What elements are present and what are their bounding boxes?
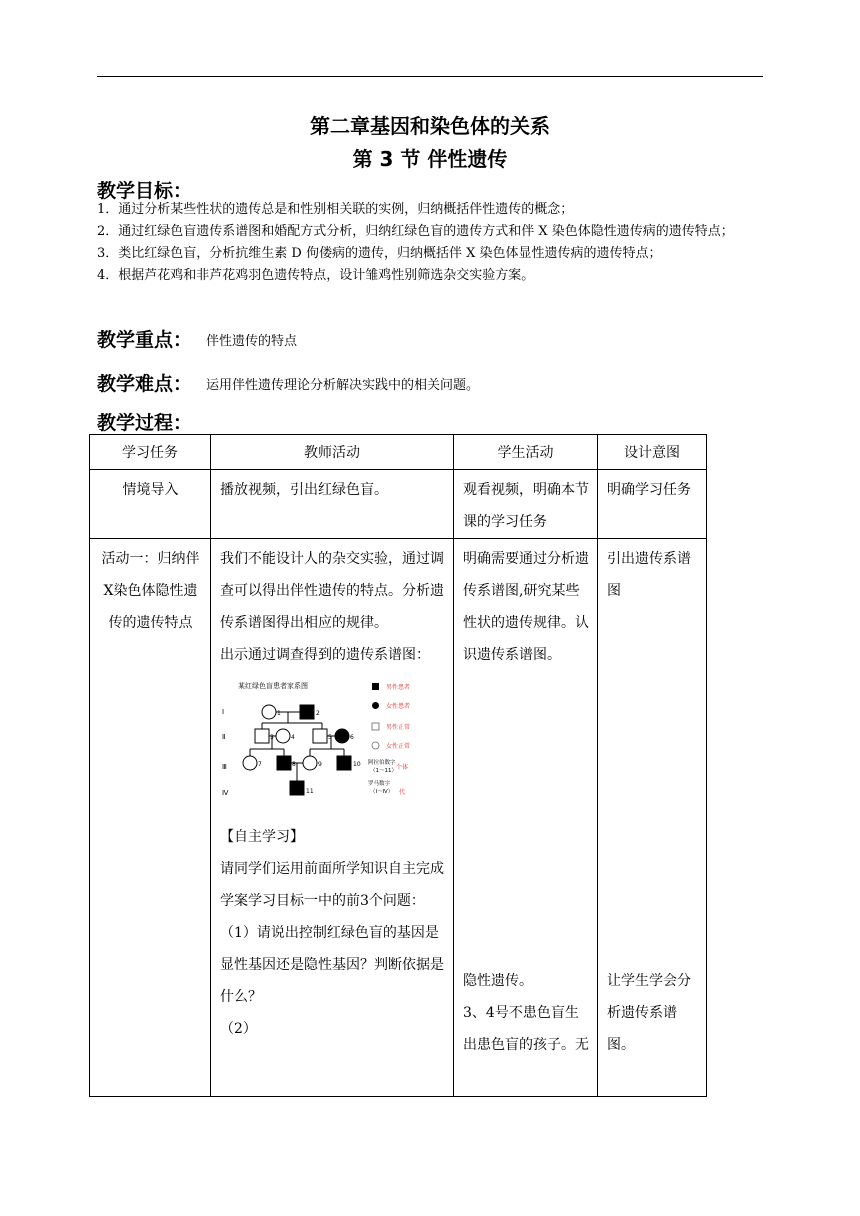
row1-task: 情境导入 xyxy=(90,470,211,539)
individual-number: 10 xyxy=(353,761,361,768)
pedigree-title: 某红绿色盲患者家系图 xyxy=(238,682,308,690)
intent-text-1: 引出遗传系谱图 xyxy=(607,551,691,599)
teacher-intro-text: 我们不能设计人的杂交实验，通过调查可以得出伴性遗传的特点。分析遗传系谱图得出相应的规律。 xyxy=(220,551,444,631)
row2-teacher xyxy=(211,539,454,1097)
legend-normal-male-symbol xyxy=(372,723,379,730)
difficulty-text: 运用伴性遗传理论分析解决实践中的相关问题。 xyxy=(206,378,480,393)
question-2: （2） xyxy=(220,1021,257,1037)
individual-number: 1 xyxy=(277,710,281,717)
individual-number: 5 xyxy=(328,734,332,741)
intent-spacer xyxy=(607,607,698,965)
pedigree-legend xyxy=(368,683,410,796)
legend-normal-female: 女性正常 xyxy=(386,743,411,750)
header-teacher: 教师活动 xyxy=(211,435,454,470)
legend-affected-male-symbol xyxy=(372,683,379,690)
self-study-instruction: 请同学们运用前面所学知识自主完成学案学习目标一中的前3个问题： xyxy=(220,861,444,909)
header-intent: 设计意图 xyxy=(598,435,707,470)
header-student: 学生活动 xyxy=(454,435,598,470)
student-activity-text: 明确需要通过分析遗传系谱图,研究某些性状的遗传规律。认识遗传系谱图。 xyxy=(463,551,589,663)
individual-number: 9 xyxy=(318,761,322,768)
generation-label: Ⅰ xyxy=(222,708,225,716)
objective-item: 3．类比红绿色盲，分析抗维生素 D 佝偻病的遗传，归纳概括伴 X 染色体显性遗传病的遗传特点； xyxy=(97,246,662,261)
objective-item: 4．根据芦花鸡和非芦花鸡羽色遗传特点，设计雏鸡性别筛选杂交实验方案。 xyxy=(97,268,535,283)
header-rule xyxy=(97,76,763,77)
individual-number: 6 xyxy=(350,734,354,741)
individual-number: 8 xyxy=(292,761,296,768)
teaching-process-table xyxy=(89,434,707,1097)
intent-text-2: 让学生学会分析遗传系谱图。 xyxy=(607,973,691,1053)
table-header-row xyxy=(90,435,707,470)
objective-item: 2．通过红绿色盲遗传系谱图和婚配方式分析，归纳红绿色盲的遗传方式和伴 X 染色体隐性遗传病的遗传特点； xyxy=(97,224,734,239)
difficulty-heading: 教学难点： xyxy=(97,373,193,395)
legend-generation: 代 xyxy=(399,789,406,796)
individual-number: 2 xyxy=(316,710,320,717)
student-answer-1: 隐性遗传。 xyxy=(463,973,533,989)
student-answer-2: 3、4号不患色盲生出患色盲的孩子。无 xyxy=(463,1005,589,1053)
pedigree-chart xyxy=(220,677,430,817)
table-row xyxy=(90,470,707,539)
key-point-text: 伴性遗传的特点 xyxy=(206,334,298,349)
generation-label: Ⅳ xyxy=(222,789,229,797)
chapter-title: 第二章基因和染色体的关系 xyxy=(310,114,550,138)
objectives-heading: 教学目标： xyxy=(97,180,193,202)
row1-teacher: 播放视频，引出红绿色盲。 xyxy=(211,470,454,539)
legend-affected-female: 女性患者 xyxy=(386,703,411,710)
pedigree-lines xyxy=(250,712,344,781)
legend-individual: 个体 xyxy=(396,764,409,771)
self-study-label: 【自主学习】 xyxy=(220,829,304,845)
generation-label: Ⅱ xyxy=(222,733,226,741)
student-spacer xyxy=(463,671,589,965)
objective-item: 1．通过分析某些性状的遗传总是和性别相关联的实例，归纳概括伴性遗传的概念； xyxy=(97,202,574,217)
row1-intent: 明确学习任务 xyxy=(598,470,707,539)
legend-arabic-range: （1～11） xyxy=(370,768,397,774)
row2-task: 活动一：归纳伴X染色体隐性遗传的遗传特点 xyxy=(90,539,211,1097)
individual-number: 3 xyxy=(270,734,274,741)
pedigree-individuals xyxy=(243,705,351,795)
question-1: （1）请说出控制红绿色盲的基因是显性基因还是隐性基因？判断依据是什么？ xyxy=(220,925,444,1005)
objectives-list xyxy=(97,199,767,287)
row1-student: 观看视频，明确本节课的学习任务 xyxy=(454,470,598,539)
table-row xyxy=(90,539,707,1097)
legend-affected-female-symbol xyxy=(372,702,379,709)
legend-roman-range: （Ⅰ～Ⅳ） xyxy=(370,789,394,795)
legend-normal-female-symbol xyxy=(372,742,379,749)
section-title: 第 3 节 伴性遗传 xyxy=(352,147,508,171)
generation-label: Ⅲ xyxy=(222,763,227,771)
legend-roman-note: 罗马数字 xyxy=(368,781,391,787)
key-point-heading: 教学重点： xyxy=(97,329,193,351)
individual-number: 4 xyxy=(291,734,295,741)
legend-affected-male: 男性患者 xyxy=(386,684,411,691)
teacher-show-pedigree-text: 出示通过调查得到的遗传系谱图： xyxy=(220,647,430,663)
individual-number: 7 xyxy=(258,761,262,768)
legend-arabic-note: 阿拉伯数字 xyxy=(368,760,396,766)
header-task: 学习任务 xyxy=(90,435,211,470)
row2-student xyxy=(454,539,598,1097)
individual-number: 11 xyxy=(306,788,314,795)
process-heading: 教学过程： xyxy=(97,412,193,434)
row2-intent xyxy=(598,539,707,1097)
legend-normal-male: 男性正常 xyxy=(386,724,411,731)
